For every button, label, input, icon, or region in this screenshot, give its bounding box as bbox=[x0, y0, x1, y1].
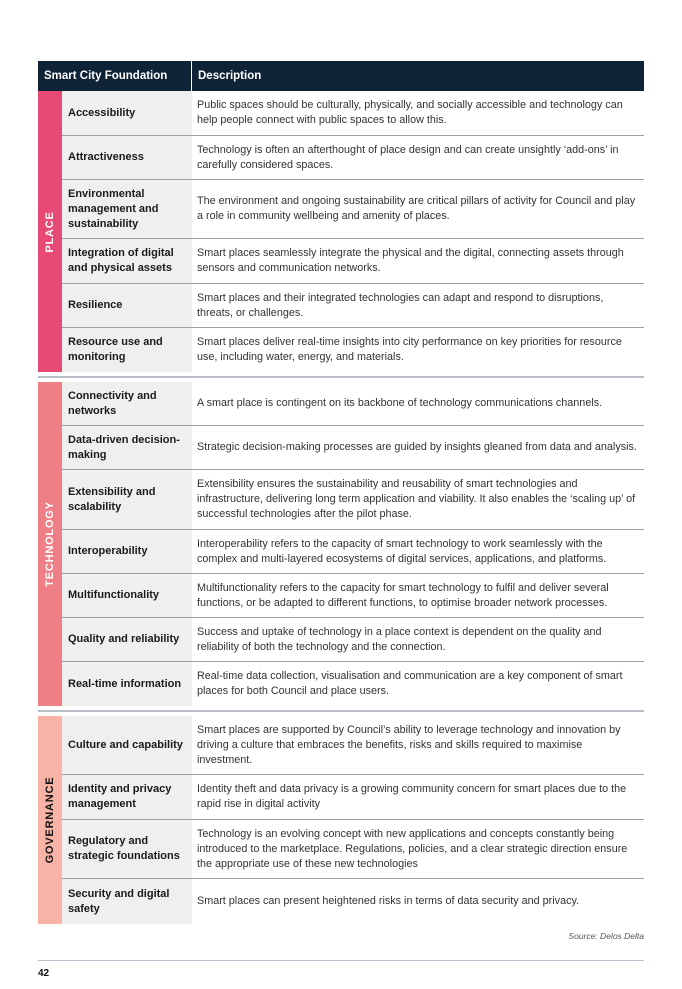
section-label-technology: TECHNOLOGY bbox=[44, 501, 56, 587]
foundation-description: A smart place is contingent on its backbone of technology communications channels. bbox=[197, 397, 603, 409]
foundation-name: Integration of digital and physical assets bbox=[62, 239, 192, 283]
section-band-technology bbox=[38, 382, 62, 706]
foundation-description: Smart places seamlessly integrate the physical and the digital, connecting assets through sensors and communication networks. bbox=[197, 247, 624, 274]
foundation-description: Public spaces should be culturally, physically, and socially accessible and technology can help people connect with public spaces to allow this. bbox=[197, 99, 623, 126]
table-row bbox=[62, 820, 644, 879]
table-header bbox=[38, 61, 644, 91]
table-row bbox=[62, 284, 644, 328]
foundation-name: Security and digital safety bbox=[62, 879, 192, 924]
foundation-name: Identity and privacy management bbox=[62, 775, 192, 819]
source-note: Source: Delos Delta bbox=[568, 931, 644, 941]
footer-rule bbox=[38, 960, 644, 961]
smart-city-table bbox=[38, 61, 644, 915]
foundation-name: Culture and capability bbox=[62, 716, 192, 774]
foundation-name: Extensibility and scalability bbox=[62, 470, 192, 529]
foundation-description: The environment and ongoing sustainability are critical pillars of activity for Council and play a role in community wellbeing and amenity of places. bbox=[197, 195, 636, 222]
foundation-name: Data-driven decision-making bbox=[62, 426, 192, 469]
header-description: Description bbox=[198, 70, 262, 82]
section-label-place: PLACE bbox=[44, 210, 56, 253]
foundation-description: Real-time data collection, visualisation and communication are a key component of smart places for both Council and place users. bbox=[197, 670, 623, 697]
table-row bbox=[62, 662, 644, 706]
foundation-name: Multifunctionality bbox=[62, 574, 192, 617]
foundation-description: Smart places and their integrated technologies can adapt and respond to disruptions, threats, or challenges. bbox=[197, 291, 604, 319]
foundation-description: Interoperability refers to the capacity of smart technology to work seamlessly with the complex and multi-layered ecosystems of digital services, applications, and platforms. bbox=[197, 537, 607, 565]
foundation-description: Identity theft and data privacy is a growing community concern for smart places due to the rapid rise in digital activity bbox=[197, 783, 627, 810]
foundation-name: Resilience bbox=[62, 284, 192, 327]
section-technology bbox=[38, 382, 644, 706]
foundation-description: Strategic decision-making processes are guided by insights gleaned from data and analysis. bbox=[197, 441, 637, 453]
table-row bbox=[62, 530, 644, 574]
foundation-description: Technology is often an afterthought of place design and can create unsightly ‘add-ons’ in carefully considered spaces. bbox=[197, 143, 619, 171]
foundation-name: Connectivity and networks bbox=[62, 382, 192, 425]
table-row bbox=[62, 574, 644, 618]
foundation-name: Accessibility bbox=[62, 91, 192, 135]
table-row bbox=[62, 775, 644, 820]
table-row bbox=[62, 239, 644, 284]
section-divider bbox=[38, 710, 644, 712]
section-label-governance: GOVERNANCE bbox=[44, 776, 56, 864]
section-band-place bbox=[38, 91, 62, 372]
table-row bbox=[62, 180, 644, 239]
table-row bbox=[62, 91, 644, 136]
foundation-description: Multifunctionality refers to the capacity for smart technology to fulfil and deliver several functions, or be adapted to different functions, to optimise broader network processes. bbox=[197, 581, 609, 609]
table-row bbox=[62, 382, 644, 426]
section-place bbox=[38, 91, 644, 372]
foundation-name: Environmental management and sustainability bbox=[62, 180, 192, 238]
table-row bbox=[62, 426, 644, 470]
section-divider bbox=[38, 376, 644, 378]
foundation-description: Smart places deliver real-time insights into city performance on key priorities for resource use, including water, energy, and materials. bbox=[197, 336, 622, 363]
table-row bbox=[62, 328, 644, 372]
table-row bbox=[62, 470, 644, 530]
foundation-name: Attractiveness bbox=[62, 136, 192, 179]
table-row bbox=[62, 879, 644, 924]
header-foundation: Smart City Foundation bbox=[38, 61, 192, 91]
table-row bbox=[62, 618, 644, 662]
section-governance bbox=[38, 716, 644, 924]
table-row bbox=[62, 716, 644, 775]
foundation-description: Extensibility ensures the sustainability and reusability of smart technologies and infrastructure, delivering long term application and viability. It also enables the ‘scaling up’ of successful technologies after the pilot phase. bbox=[197, 478, 636, 520]
foundation-description: Smart places can present heightened risks in terms of data security and privacy. bbox=[197, 895, 580, 907]
page-number: 42 bbox=[38, 968, 50, 979]
foundation-description: Technology is an evolving concept with new applications and concepts constantly being introduced to the marketplace. Regulations, policies, and a clear strategic direction ensure the appropriate use of these new technologies bbox=[197, 827, 628, 870]
foundation-name: Quality and reliability bbox=[62, 618, 192, 661]
foundation-name: Regulatory and strategic foundations bbox=[62, 820, 192, 878]
foundation-description: Success and uptake of technology in a place context is dependent on the quality and reliability of both the technology and the connection. bbox=[197, 625, 602, 653]
table-row bbox=[62, 136, 644, 180]
section-band-governance bbox=[38, 716, 62, 924]
foundation-description: Smart places are supported by Council’s ability to leverage technology and innovation by driving a culture that embraces the benefits, risks and skills required to maximise investment. bbox=[197, 723, 621, 766]
foundation-name: Real-time information bbox=[62, 662, 192, 706]
foundation-name: Interoperability bbox=[62, 530, 192, 573]
foundation-name: Resource use and monitoring bbox=[62, 328, 192, 372]
